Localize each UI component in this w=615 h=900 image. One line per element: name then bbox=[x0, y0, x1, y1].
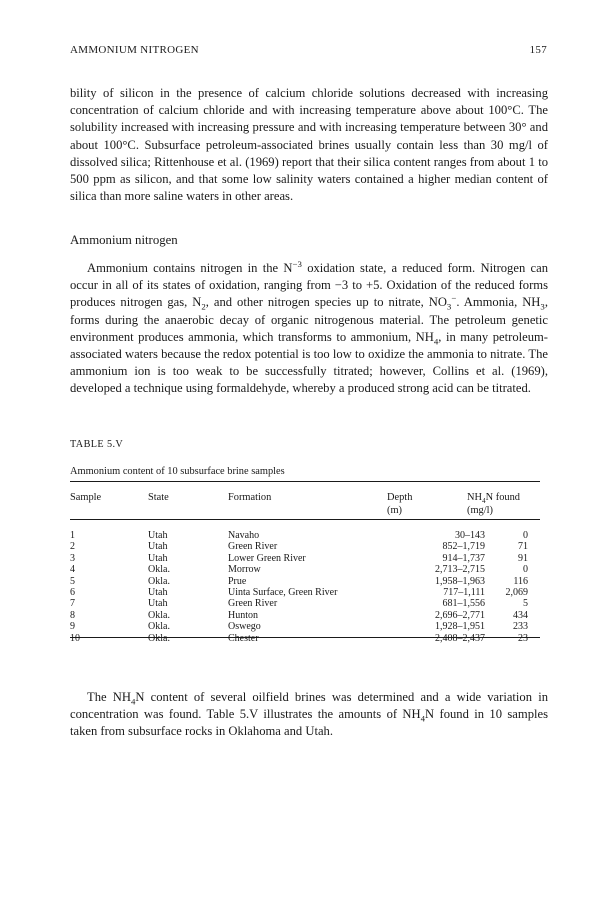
cell-depth: 681–1,556 bbox=[442, 598, 485, 610]
table-bottom-rule bbox=[70, 637, 540, 638]
cell-formation: Navaho bbox=[228, 530, 260, 541]
cell-nh4n: 0 bbox=[523, 530, 528, 541]
table-row bbox=[70, 633, 545, 644]
cell-formation: Oswego bbox=[228, 621, 261, 633]
cell-nh4n: 0 bbox=[523, 564, 528, 576]
cell-depth: 1,958–1,963 bbox=[435, 575, 485, 587]
cell-nh4n: 91 bbox=[518, 552, 528, 564]
cell-depth: 2,696–2,771 bbox=[435, 609, 485, 621]
table-row bbox=[70, 621, 545, 632]
cell-formation: Green River bbox=[228, 541, 278, 553]
table-label: TABLE 5.V bbox=[70, 439, 124, 450]
table-row bbox=[70, 553, 545, 564]
text-run: , in many petroleum-associated waters because the redox potential is too low to oxidize the ammonia to nitrate. The ammonium ion is too weak to be successfully titrated; however, Collins et al. (1969), developed a technique using formaldehyde, whereby a produced strong acid can be titrated. bbox=[70, 329, 548, 396]
text-run: , and other nitrogen species up to nitrate, NO bbox=[205, 295, 447, 310]
header-formation: Formation bbox=[228, 492, 272, 503]
superscript: − bbox=[451, 293, 457, 304]
cell-sample: 1 bbox=[70, 530, 75, 541]
header-state: State bbox=[148, 492, 169, 503]
running-head bbox=[70, 44, 547, 58]
cell-state: Okla. bbox=[148, 621, 170, 633]
table-row bbox=[70, 564, 545, 575]
header-sample: Sample bbox=[70, 492, 102, 503]
text-run: Ammonium contains nitrogen in the N bbox=[87, 261, 293, 275]
text-run: N content of several oilfield brines was determined and a wide variation in concentration was found. Table 5.V illustrates the amounts of NH bbox=[70, 690, 548, 722]
header-nh4n-found bbox=[467, 491, 547, 517]
text-run: , forms during the anaerobic decay of organic nitrogenous material. The petroleum genetic environment produces ammonia, which transforms to ammonium, NH bbox=[70, 295, 548, 344]
subscript: 4 bbox=[130, 696, 136, 707]
cell-depth: 2,408–2,437 bbox=[435, 632, 485, 644]
cell-nh4n: 233 bbox=[513, 621, 528, 633]
table-top-rule bbox=[70, 481, 540, 482]
table-row bbox=[70, 598, 545, 609]
superscript: −3 bbox=[292, 258, 302, 269]
header-depth bbox=[387, 491, 443, 517]
header-nh4n-label bbox=[467, 491, 547, 504]
cell-state: Okla. bbox=[148, 609, 170, 621]
page-number: 157 bbox=[529, 44, 547, 56]
cell-depth: 914–1,737 bbox=[442, 552, 485, 564]
cell-sample: 9 bbox=[70, 621, 75, 633]
cell-formation: Chester bbox=[228, 632, 259, 644]
cell-nh4n: 5 bbox=[523, 598, 528, 610]
subscript: 3 bbox=[446, 301, 452, 312]
cell-sample: 3 bbox=[70, 552, 75, 564]
subscript: 4 bbox=[420, 713, 426, 724]
cell-nh4n: 434 bbox=[513, 609, 528, 621]
cell-sample: 4 bbox=[70, 564, 75, 576]
cell-nh4n: 23 bbox=[518, 632, 528, 644]
table-row bbox=[70, 576, 545, 587]
cell-depth: 852–1,719 bbox=[442, 541, 485, 553]
subscript: 4 bbox=[433, 336, 439, 347]
header-nh4n-unit: (mg/l) bbox=[467, 505, 493, 517]
table-row bbox=[70, 530, 545, 541]
cell-sample: 5 bbox=[70, 575, 75, 587]
table-row bbox=[70, 541, 545, 552]
cell-state: Okla. bbox=[148, 564, 170, 576]
subscript: 3 bbox=[540, 301, 545, 312]
table-body bbox=[70, 530, 545, 644]
cell-sample: 2 bbox=[70, 541, 75, 553]
cell-state: Utah bbox=[148, 530, 168, 541]
cell-state: Utah bbox=[148, 552, 168, 564]
text-run: . Ammonia, NH bbox=[456, 295, 541, 310]
cell-formation: Morrow bbox=[228, 564, 261, 576]
table-row bbox=[70, 610, 545, 621]
header-nh4n-subscript: 4 bbox=[482, 497, 486, 506]
table-caption: Ammonium content of 10 subsurface brine samples bbox=[70, 466, 285, 477]
cell-depth: 2,713–2,715 bbox=[435, 564, 485, 576]
cell-sample: 7 bbox=[70, 598, 75, 610]
subscript: 2 bbox=[201, 301, 206, 312]
cell-sample: 10 bbox=[70, 632, 80, 644]
cell-sample: 6 bbox=[70, 586, 75, 598]
cell-formation: Hunton bbox=[228, 609, 258, 621]
cell-formation: Lower Green River bbox=[228, 552, 306, 564]
cell-formation: Uinta Surface, Green River bbox=[228, 586, 338, 598]
cell-depth: 717–1,111 bbox=[443, 586, 485, 598]
running-title: AMMONIUM NITROGEN bbox=[70, 44, 199, 56]
cell-depth: 1,928–1,951 bbox=[435, 621, 485, 633]
header-nh4n-part: N found bbox=[485, 492, 520, 503]
text-run: The NH bbox=[87, 690, 131, 704]
table-header-rule bbox=[70, 519, 540, 520]
cell-nh4n: 71 bbox=[518, 541, 528, 553]
cell-state: Utah bbox=[148, 586, 168, 598]
text-run: oxidation state, a reduced form. Nitrogen can occur in all of its states of oxidation, ranging from −3 to +5. Oxidation of the reduced forms produces nitrogen gas, N bbox=[70, 261, 549, 310]
cell-formation: Prue bbox=[228, 575, 247, 587]
cell-sample: 8 bbox=[70, 609, 75, 621]
paragraph-ammonium bbox=[70, 260, 548, 398]
cell-nh4n: 116 bbox=[513, 575, 528, 587]
text-run: N found in 10 samples taken from subsurface rocks in Oklahoma and Utah. bbox=[70, 707, 548, 739]
cell-nh4n: 2,069 bbox=[505, 586, 528, 598]
paragraph-silica: bility of silicon in the presence of calcium chloride solutions decreased with increasing concentration of calcium chloride and with increasing temperature above about 100°C. The solubility increased with increasing pressure and with increasing temperature between 30° and about 100°C. Subsurface petroleum-associated brines usually contain less than 30 mg/l of dissolved silica; Rittenhouse et al. (1969) report that their silica content ranges from about 1 to 500 ppm as silicon, and that some low salinity waters contained a higher median content of silica than more saline waters in other areas. bbox=[70, 86, 548, 204]
header-depth-label: Depth bbox=[387, 492, 413, 503]
header-nh4n-part: NH bbox=[467, 492, 483, 503]
section-heading: Ammonium nitrogen bbox=[70, 233, 178, 247]
paragraph-nh4n-content bbox=[70, 689, 548, 741]
cell-state: Okla. bbox=[148, 632, 170, 644]
cell-state: Utah bbox=[148, 598, 168, 610]
cell-depth: 30–143 bbox=[455, 530, 485, 541]
table-row bbox=[70, 587, 545, 598]
cell-formation: Green River bbox=[228, 598, 278, 610]
header-depth-unit: (m) bbox=[387, 505, 403, 517]
cell-state: Utah bbox=[148, 541, 168, 553]
cell-state: Okla. bbox=[148, 575, 170, 587]
